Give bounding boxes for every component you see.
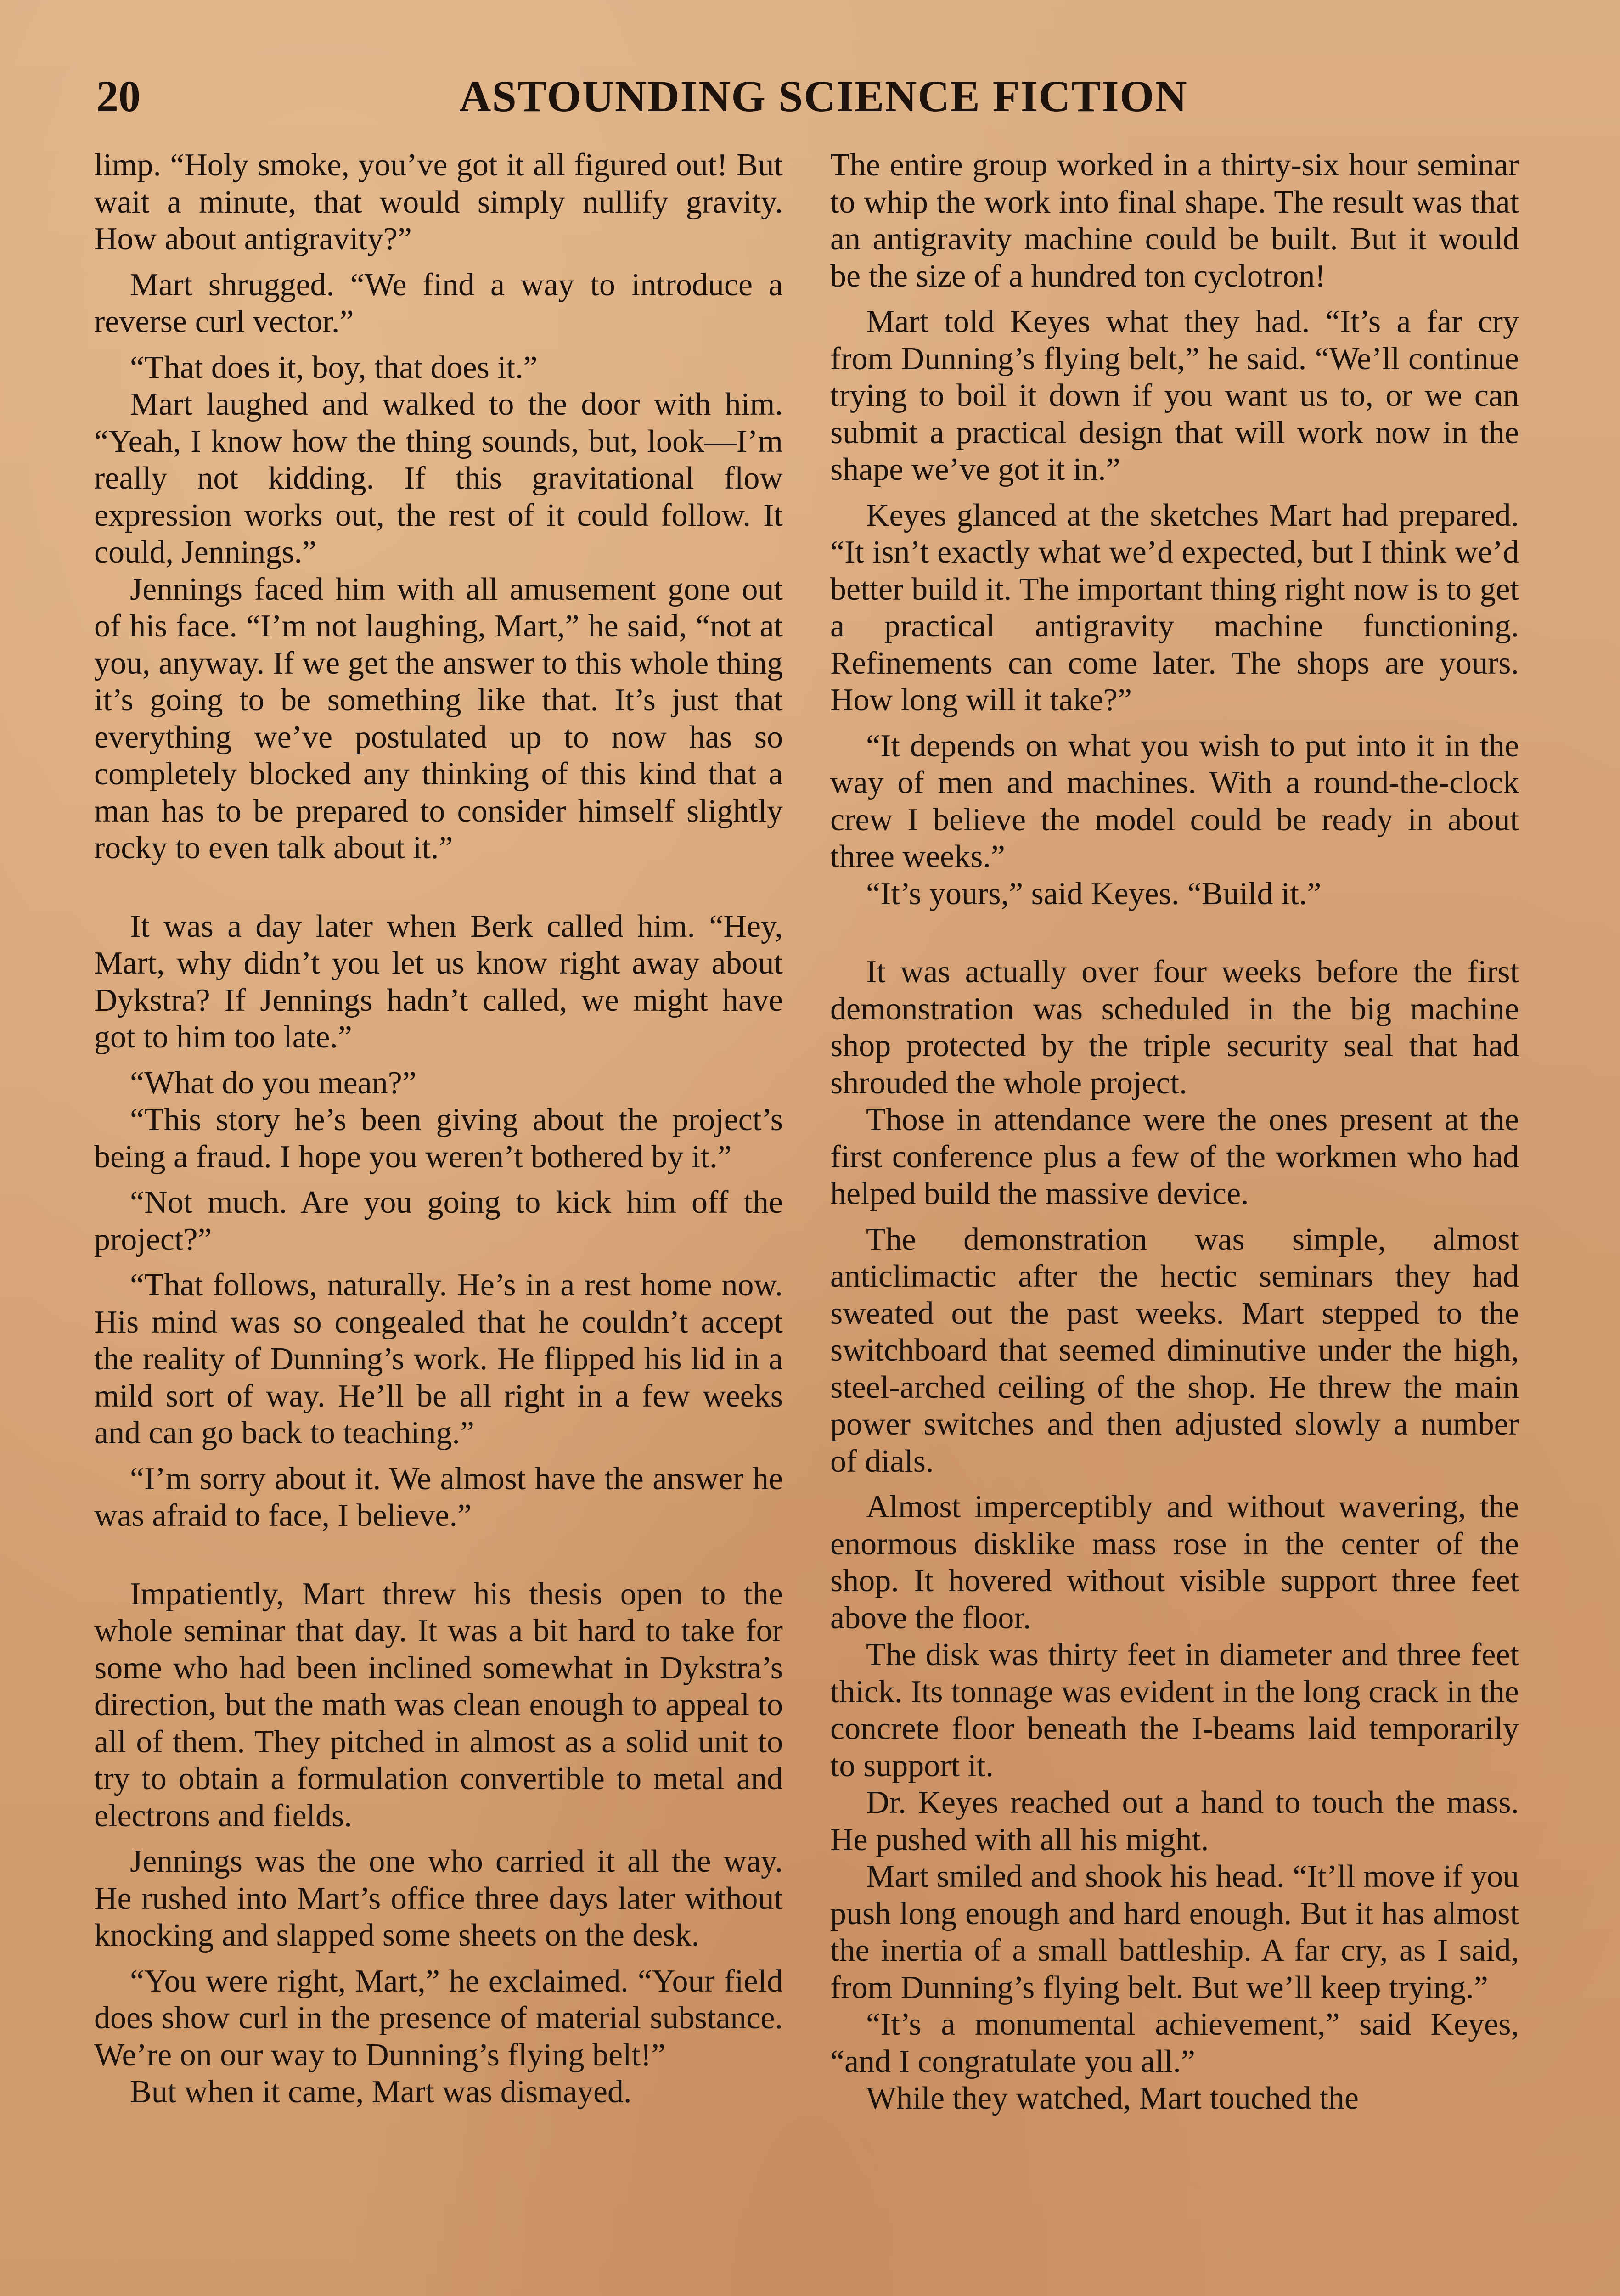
paragraph: The disk was thirty feet in diameter and three feet thick. Its tonnage was evident in the long crack in the concrete floor beneath the I-beams laid temporarily to support it. (830, 1637, 1519, 1784)
paragraph: It was a day later when Berk called him. “Hey, Mart, why didn’t you let us know right away about Dykstra? If Jennings hadn’t called, we might have got to him too late.” (94, 908, 783, 1055)
paragraph: The entire group worked in a thirty-six hour seminar to whip the work into final shape. The result was that an antigravity machine could be built. But it would be the size of a hundred ton cyclotron! (830, 147, 1519, 294)
paragraph: “It depends on what you wish to put into it in the way of men and machines. With a round-the-clock crew I believe the model could be ready in about three weeks.” (830, 728, 1519, 874)
running-title: ASTOUNDING SCIENCE FICTION (459, 72, 1188, 121)
paragraph: “It’s yours,” said Keyes. “Build it.” (866, 876, 1322, 912)
paragraph: Mart shrugged. “We find a way to introduce a reverse curl vector.” (94, 267, 783, 339)
paragraph: The demonstration was simple, almost anticlimactic after the hectic seminars they had sweated out the past weeks. Mart stepped to the switchboard that seemed diminutive under the high, steel-arched ceiling of the shop. He threw the main power switches and then adjusted slowly a number of dials. (830, 1221, 1519, 1479)
paragraph: Mart told Keyes what they had. “It’s a far cry from Dunning’s flying belt,” he said. “We’ll continue trying to boil it down if you want us to, or we can submit a practical design that will work now in the shape we’ve got it in.” (830, 304, 1519, 487)
right-text-column (830, 147, 1519, 2117)
paragraph: Those in attendance were the ones present at the first conference plus a few of the workmen who had helped build the massive device. (830, 1102, 1519, 1211)
paragraph: “That follows, naturally. He’s in a rest home now. His mind was so congealed that he couldn’t accept the reality of Dunning’s work. He flipped his lid in a mild sort of way. He’ll be all right in a few weeks and can go back to teaching.” (94, 1267, 783, 1451)
page-number: 20 (96, 72, 141, 121)
paragraph: Keyes glanced at the sketches Mart had prepared. “It isn’t exactly what we’d expected, but I think we’d better build it. The important thing right now is to get a practical antigravity machine functioning. Refinements can come later. The shops are yours. How long will it take?” (830, 497, 1519, 718)
paragraph: “What do you mean?” (130, 1065, 416, 1101)
paragraph: “Not much. Are you going to kick him off the project?” (94, 1185, 783, 1257)
paragraph: Mart smiled and shook his head. “It’ll move if you push long enough and hard enough. But it has almost the inertia of a small battleship. A far cry, as I said, from Dunning’s flying belt. But we’ll keep trying.” (830, 1859, 1519, 2005)
paragraph: “You were right, Mart,” he exclaimed. “Your field does show curl in the presence of material substance. We’re on our way to Dunning’s flying belt!” (94, 1963, 783, 2073)
paragraph: Jennings was the one who carried it all the way. He rushed into Mart’s office three days later without knocking and slapped some sheets on the desk. (94, 1844, 783, 1953)
paragraph: “I’m sorry about it. We almost have the answer he was afraid to face, I believe.” (94, 1461, 783, 1533)
left-text-column (94, 147, 783, 2111)
paragraph: Impatiently, Mart threw his thesis open to the whole seminar that day. It was a bit hard to take for some who had been inclined somewhat in Dykstra’s direction, but the math was clean enough to appeal to all of them. They pitched in almost as a solid unit to try to obtain a formulation convertible to metal and electrons and fields. (94, 1576, 783, 1834)
paragraph: While they watched, Mart touched the (866, 2081, 1359, 2116)
paragraph: Jennings faced him with all amusement gone out of his face. “I’m not laughing, Mart,” he said, “not at you, anyway. If we get the answer to this whole thing it’s going to be something like that. It’s just that everything we’ve postulated up to now has so completely blocked any thinking of this kind that a man has to be prepared to consider himself slightly rocky to even talk about it.” (94, 571, 783, 866)
paragraph: “It’s a monumental achievement,” said Keyes, “and I congratulate you all.” (830, 2007, 1519, 2079)
paragraph: “This story he’s been giving about the project’s being a fraud. I hope you weren’t bothered by it.” (94, 1102, 783, 1175)
paragraph: “That does it, boy, that does it.” (130, 349, 538, 385)
paragraph: limp. “Holy smoke, you’ve got it all figured out! But wait a minute, that would simply nullify gravity. How about antigravity?” (94, 147, 783, 257)
paragraph: But when it came, Mart was dismayed. (130, 2074, 632, 2110)
page-header (92, 69, 1515, 124)
paragraph: Mart laughed and walked to the door with him. “Yeah, I know how the thing sounds, but, look—I’m really not kidding. If this gravitational flow expression works out, the rest of it could follow. It could, Jennings.” (94, 387, 783, 570)
paragraph: It was actually over four weeks before the first demonstration was scheduled in the big machine shop protected by the triple security seal that had shrouded the whole project. (830, 954, 1519, 1101)
paragraph: Almost imperceptibly and without wavering, the enormous disklike mass rose in the center of the shop. It hovered without visible support three feet above the floor. (830, 1489, 1519, 1636)
paragraph: Dr. Keyes reached out a hand to touch the mass. He pushed with all his might. (830, 1785, 1519, 1857)
